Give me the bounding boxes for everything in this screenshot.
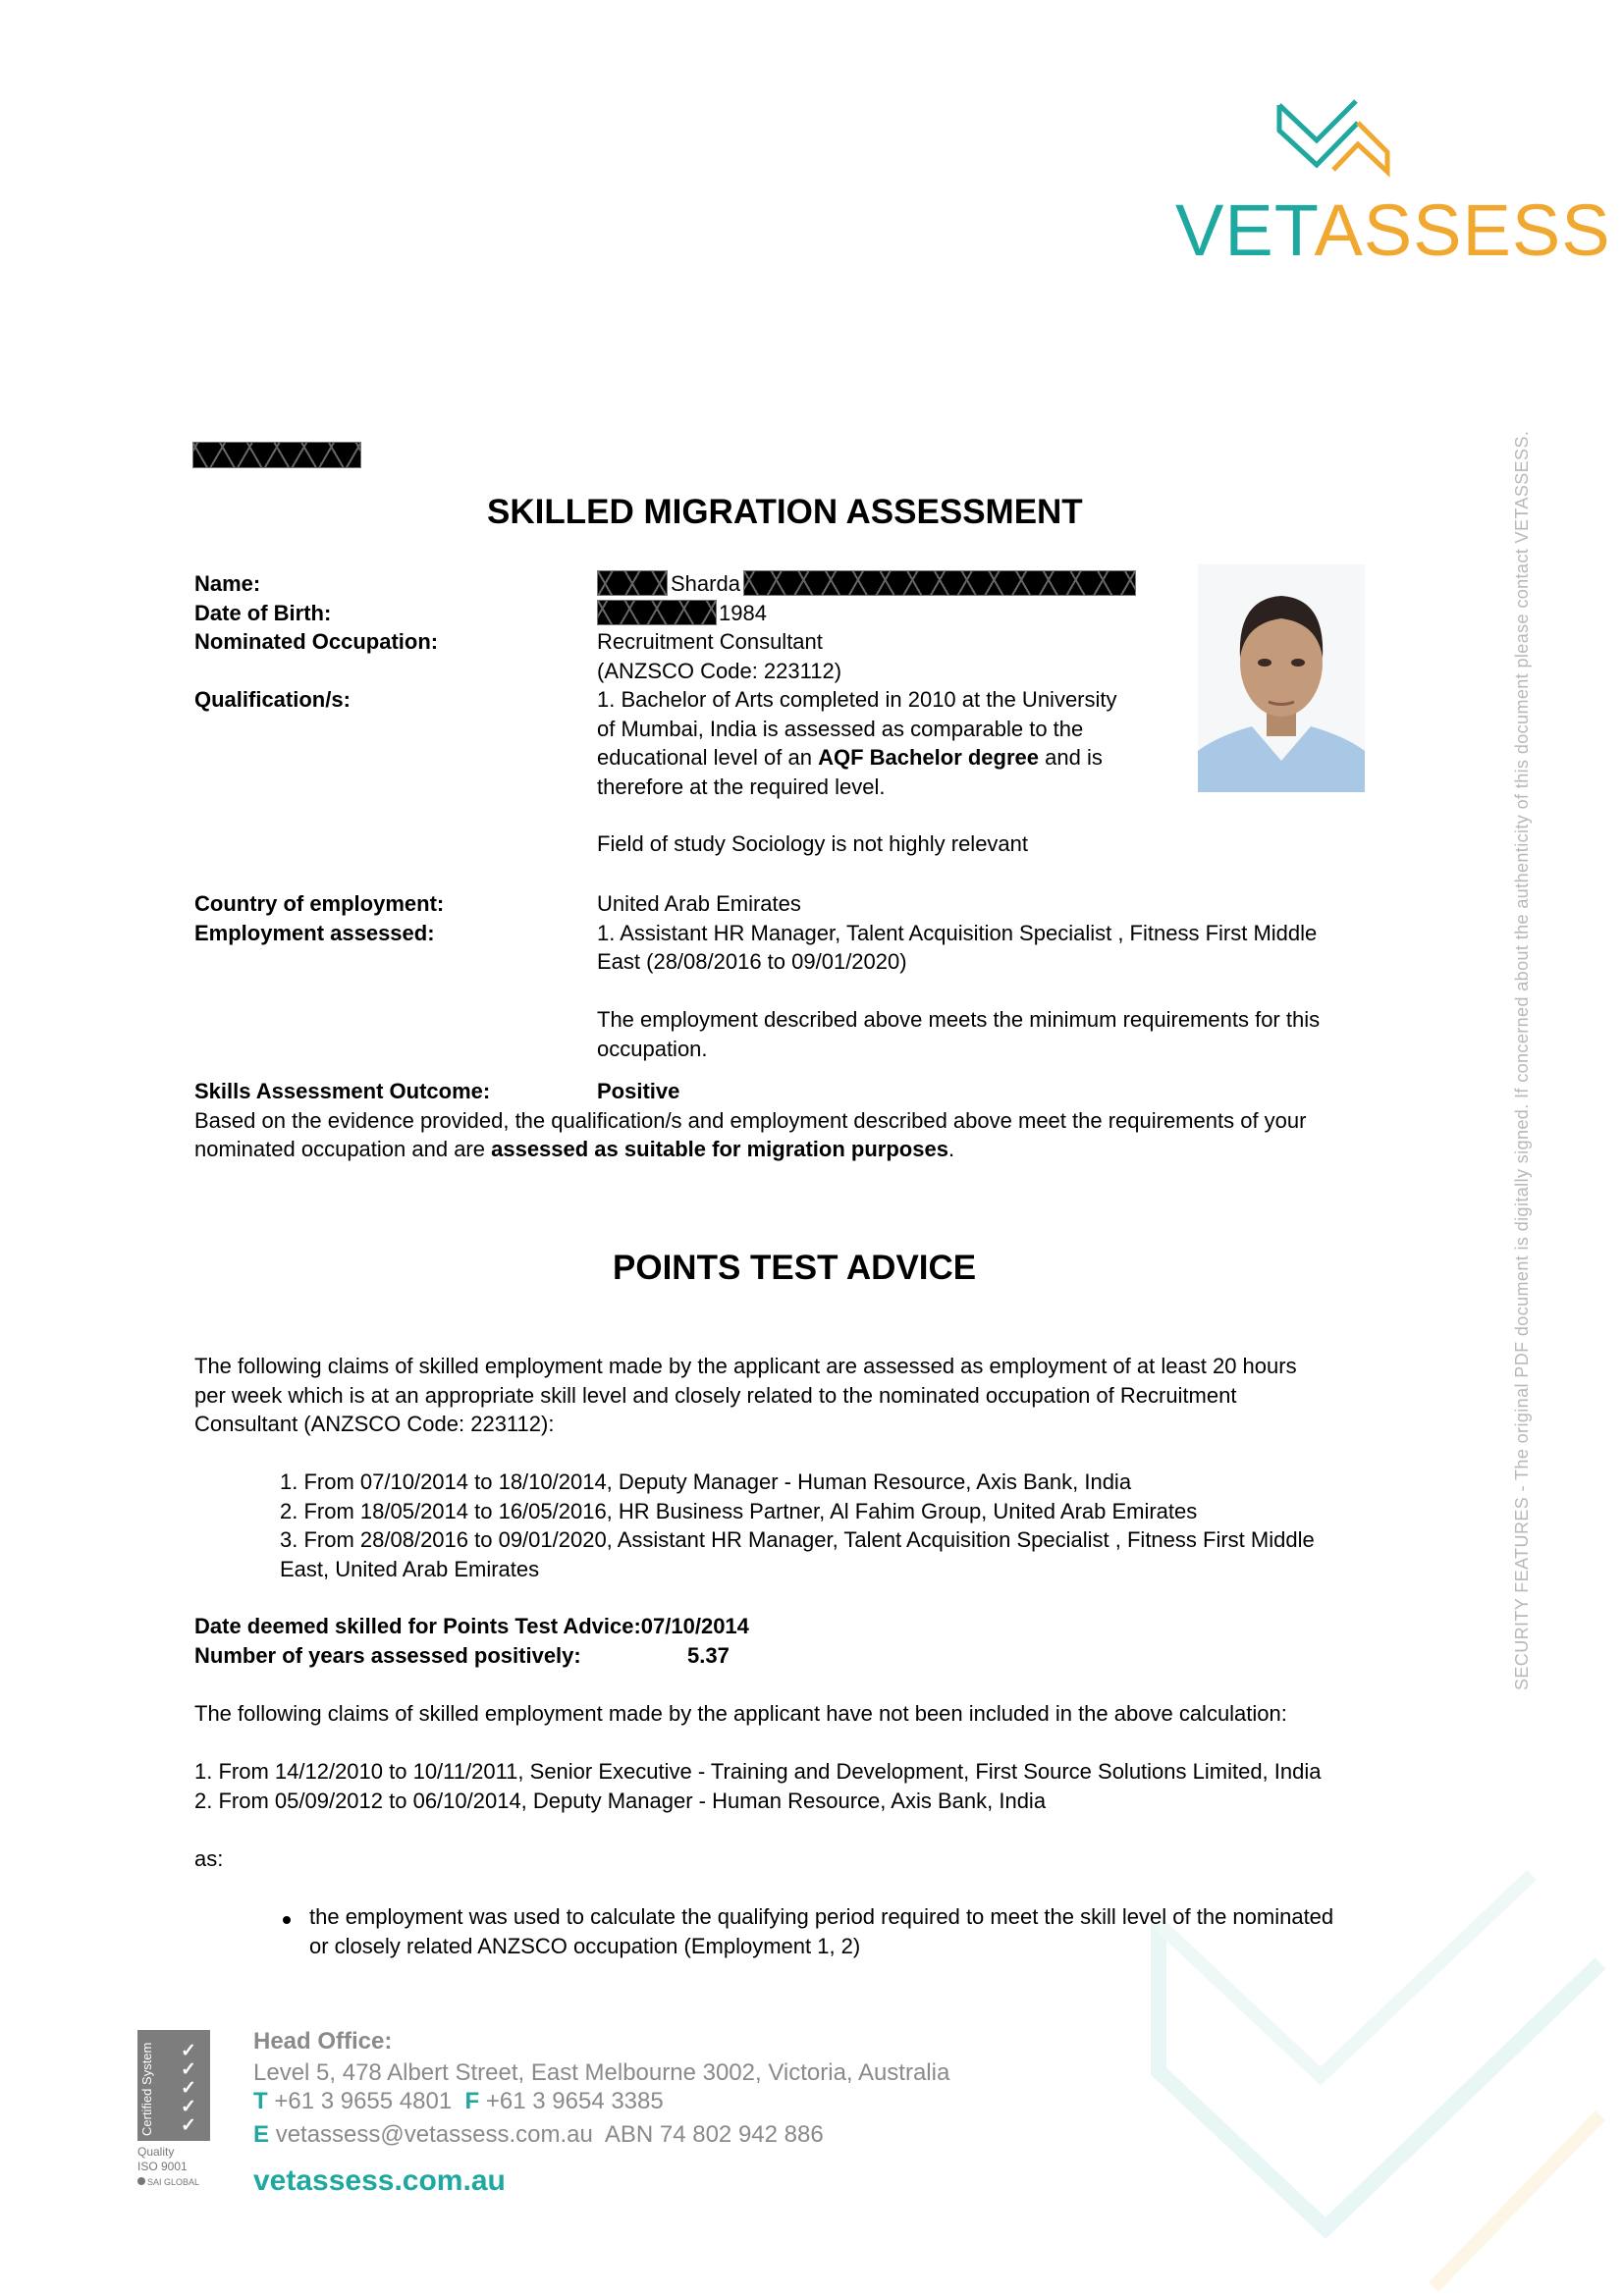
employment-note: occupation. [597,1036,708,1061]
name-value [597,569,1136,599]
iso-certification-badge [137,2030,211,2197]
qualification-line: 1. Bachelor of Arts completed in 2010 at the University [597,687,1117,712]
cert-org-text: SAI GLOBAL [147,2177,200,2187]
occupation-label: Nominated Occupation: [194,629,439,654]
claim-item: 1. From 07/10/2014 to 18/10/2014, Deputy Manager - Human Resource, Axis Bank, India [280,1469,1132,1494]
claim-item: 3. From 28/08/2016 to 09/01/2020, Assistant HR Manager, Talent Acquisition Specialist , Fitness First Middle [280,1527,1315,1552]
redacted-dob [597,600,717,625]
field-of-study: Field of study Sociology is not highly relevant [597,831,1029,856]
qualification-text: and is [1039,745,1103,770]
applicant-photo [1198,564,1365,792]
aqf-level: AQF Bachelor degree [818,745,1040,770]
claim-item-continued: East, United Arab Emirates [280,1556,540,1581]
redacted-surname [743,570,1136,596]
redacted-first-name [597,570,668,596]
occupation-code: (ANZSCO Code: 223112) [597,658,842,683]
dob-label: Date of Birth: [194,600,332,625]
employment-label: Employment assessed: [194,920,435,945]
cert-quality: Quality [137,2145,175,2159]
phone-number: +61 3 9655 4801 [274,2088,453,2114]
outcome-text-part: nominated occupation and are [194,1137,492,1161]
date-skilled-value: 07/10/2014 [640,1614,749,1638]
watermark-logo [1129,1806,1623,2296]
check-marks-icon: ✓ ✓ ✓ ✓ ✓ [181,2041,196,2136]
points-intro: Consultant (ANZSCO Code: 223112): [194,1412,555,1436]
email-prefix: E [253,2121,270,2148]
employment-note: The employment described above meets the minimum requirements for this [597,1007,1321,1032]
years-assessed-label: Number of years assessed positively: [194,1642,581,1668]
head-office-address: Level 5, 478 Albert Street, East Melbourne 3002, Victoria, Australia [253,2059,950,2086]
employment-line: East (28/08/2016 to 09/01/2020) [597,949,907,974]
date-skilled-label: Date deemed skilled for Points Test Advice: [194,1614,641,1638]
qualification-line: of Mumbai, India is assessed as comparable to the [597,716,1084,741]
outcome-value: Positive [597,1079,680,1103]
points-intro: per week which is at an appropriate skill level and closely related to the nominated occupation of Recruitment [194,1382,1237,1408]
excluded-item: 1. From 14/12/2010 to 10/11/2011, Senior Executive - Training and Development, First Source Solutions Limited, India [194,1759,1322,1784]
security-features-text: SECURITY FEATURES - The original PDF document is digitally signed. If concerned about the authenticity of this document please contact VETASSESS. [1512,430,1532,1690]
qualification-label: Qualification/s: [194,687,351,712]
sai-global-icon [137,2177,145,2185]
logo-text-assess: ASSESS [1314,189,1611,271]
phone-prefix: T [253,2088,268,2114]
bullet-icon [283,1916,291,1924]
certified-system-text: Certified System [139,2042,154,2136]
excluded-intro: The following claims of skilled employment made by the applicant have not been included in the above calculation: [194,1701,1287,1726]
country-label: Country of employment: [194,891,445,916]
qualification-line [597,743,1103,773]
exclusion-reason: the employment was used to calculate the qualifying period required to meet the skill level of the nominated [309,1904,1334,1929]
excluded-item: 2. From 05/09/2012 to 06/10/2014, Deputy Manager - Human Resource, Axis Bank, India [194,1788,1047,1813]
claim-item: 2. From 18/05/2014 to 16/05/2016, HR Business Partner, Al Fahim Group, United Arab Emirates [280,1498,1198,1523]
qualification-text: educational level of an [597,745,819,770]
fax-number: +61 3 9654 3385 [485,2088,664,2114]
logo-text-vet: VET [1175,189,1315,271]
fax-prefix: F [464,2088,480,2114]
certified-system-box [137,2030,210,2141]
points-title: POINTS TEST ADVICE [613,1249,977,1287]
points-intro: The following claims of skilled employment made by the applicant are assessed as employment of at least 20 hours [194,1354,1297,1378]
outcome-label: Skills Assessment Outcome: [194,1079,491,1103]
cert-iso: ISO 9001 [137,2160,188,2173]
assessment-title: SKILLED MIGRATION ASSESSMENT [487,493,1083,531]
qualification-line: therefore at the required level. [597,774,886,799]
contact-email-abn [253,2121,824,2149]
outcome-text [194,1135,954,1164]
exclusion-reason: or closely related ANZSCO occupation (Employment 1, 2) [309,1933,861,1958]
dob-year: 1984 [719,600,767,625]
person-portrait-icon [1198,564,1365,792]
abn-number: ABN 74 802 942 886 [604,2121,824,2148]
website-link[interactable]: vetassess.com.au [253,2164,506,2197]
occupation-value: Recruitment Consultant [597,629,823,654]
contact-phone-fax [253,2088,664,2115]
vetassess-logo [1173,93,1611,275]
name-text: Sharda [671,571,740,596]
name-label: Name: [194,571,261,596]
redacted-reference [192,442,361,468]
head-office-label: Head Office: [253,2028,393,2055]
years-assessed-value: 5.37 [687,1642,730,1668]
date-skilled [194,1612,749,1641]
logo-mark-icon [1274,93,1432,191]
country-value: United Arab Emirates [597,891,801,916]
outcome-text-part: . [947,1137,955,1161]
as-label: as: [194,1846,224,1871]
employment-line: 1. Assistant HR Manager, Talent Acquisition Specialist , Fitness First Middle [597,920,1318,945]
email-link[interactable]: vetassess@vetassess.com.au [275,2121,593,2148]
outcome-emphasis: assessed as suitable for migration purposes [491,1137,948,1161]
dob-value [597,599,767,628]
cert-org [137,2174,199,2190]
outcome-text: Based on the evidence provided, the qualification/s and employment described above meet the requirements of your [194,1107,1307,1133]
